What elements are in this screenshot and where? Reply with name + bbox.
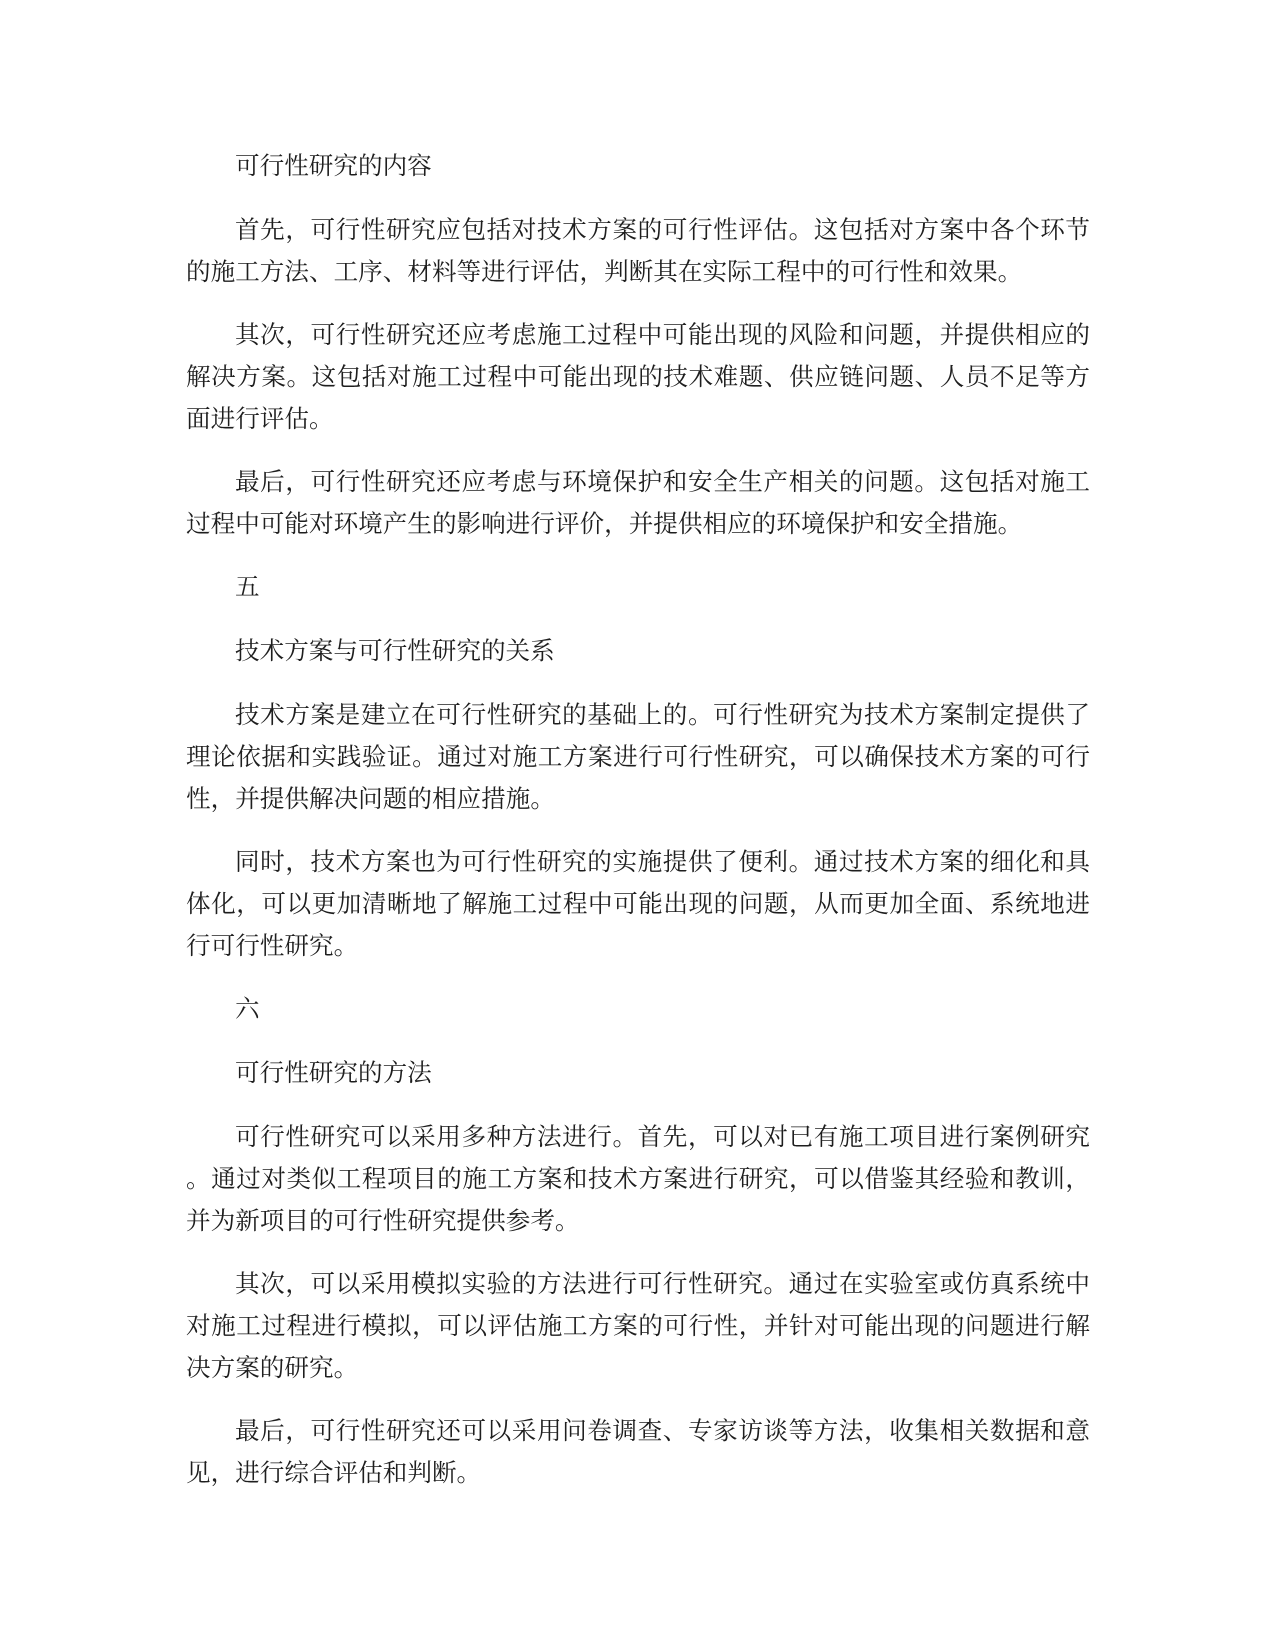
body-paragraph: 其次，可行性研究还应考虑施工过程中可能出现的风险和问题，并提供相应的解决方案。这包括对施工过程中可能出现的技术难题、供应链问题、人员不足等方面进行评估。 xyxy=(186,320,1090,433)
document-body xyxy=(186,145,1090,1515)
section-number: 五 xyxy=(235,572,260,601)
section-heading: 可行性研究的内容 xyxy=(235,151,432,180)
section-heading: 技术方案与可行性研究的关系 xyxy=(235,636,555,665)
body-paragraph: 首先，可行性研究应包括对技术方案的可行性评估。这包括对方案中各个环节的施工方法、工序、材料等进行评估，判断其在实际工程中的可行性和效果。 xyxy=(186,215,1090,286)
body-paragraph: 同时，技术方案也为可行性研究的实施提供了便利。通过技术方案的细化和具体化，可以更加清晰地了解施工过程中可能出现的问题，从而更加全面、系统地进行可行性研究。 xyxy=(186,847,1090,960)
body-paragraph: 其次，可以采用模拟实验的方法进行可行性研究。通过在实验室或仿真系统中对施工过程进行模拟，可以评估施工方案的可行性，并针对可能出现的问题进行解决方案的研究。 xyxy=(186,1269,1090,1382)
section-number: 六 xyxy=(235,994,260,1023)
body-paragraph: 可行性研究可以采用多种方法进行。首先，可以对已有施工项目进行案例研究。通过对类似工程项目的施工方案和技术方案进行研究，可以借鉴其经验和教训，并为新项目的可行性研究提供参考。 xyxy=(186,1122,1090,1235)
section-heading: 可行性研究的方法 xyxy=(235,1058,432,1087)
body-paragraph: 最后，可行性研究还应考虑与环境保护和安全生产相关的问题。这包括对施工过程中可能对环境产生的影响进行评价，并提供相应的环境保护和安全措施。 xyxy=(186,467,1090,538)
body-paragraph: 技术方案是建立在可行性研究的基础上的。可行性研究为技术方案制定提供了理论依据和实践验证。通过对施工方案进行可行性研究，可以确保技术方案的可行性，并提供解决问题的相应措施。 xyxy=(186,700,1090,813)
body-paragraph: 最后，可行性研究还可以采用问卷调查、专家访谈等方法，收集相关数据和意见，进行综合评估和判断。 xyxy=(186,1416,1090,1487)
